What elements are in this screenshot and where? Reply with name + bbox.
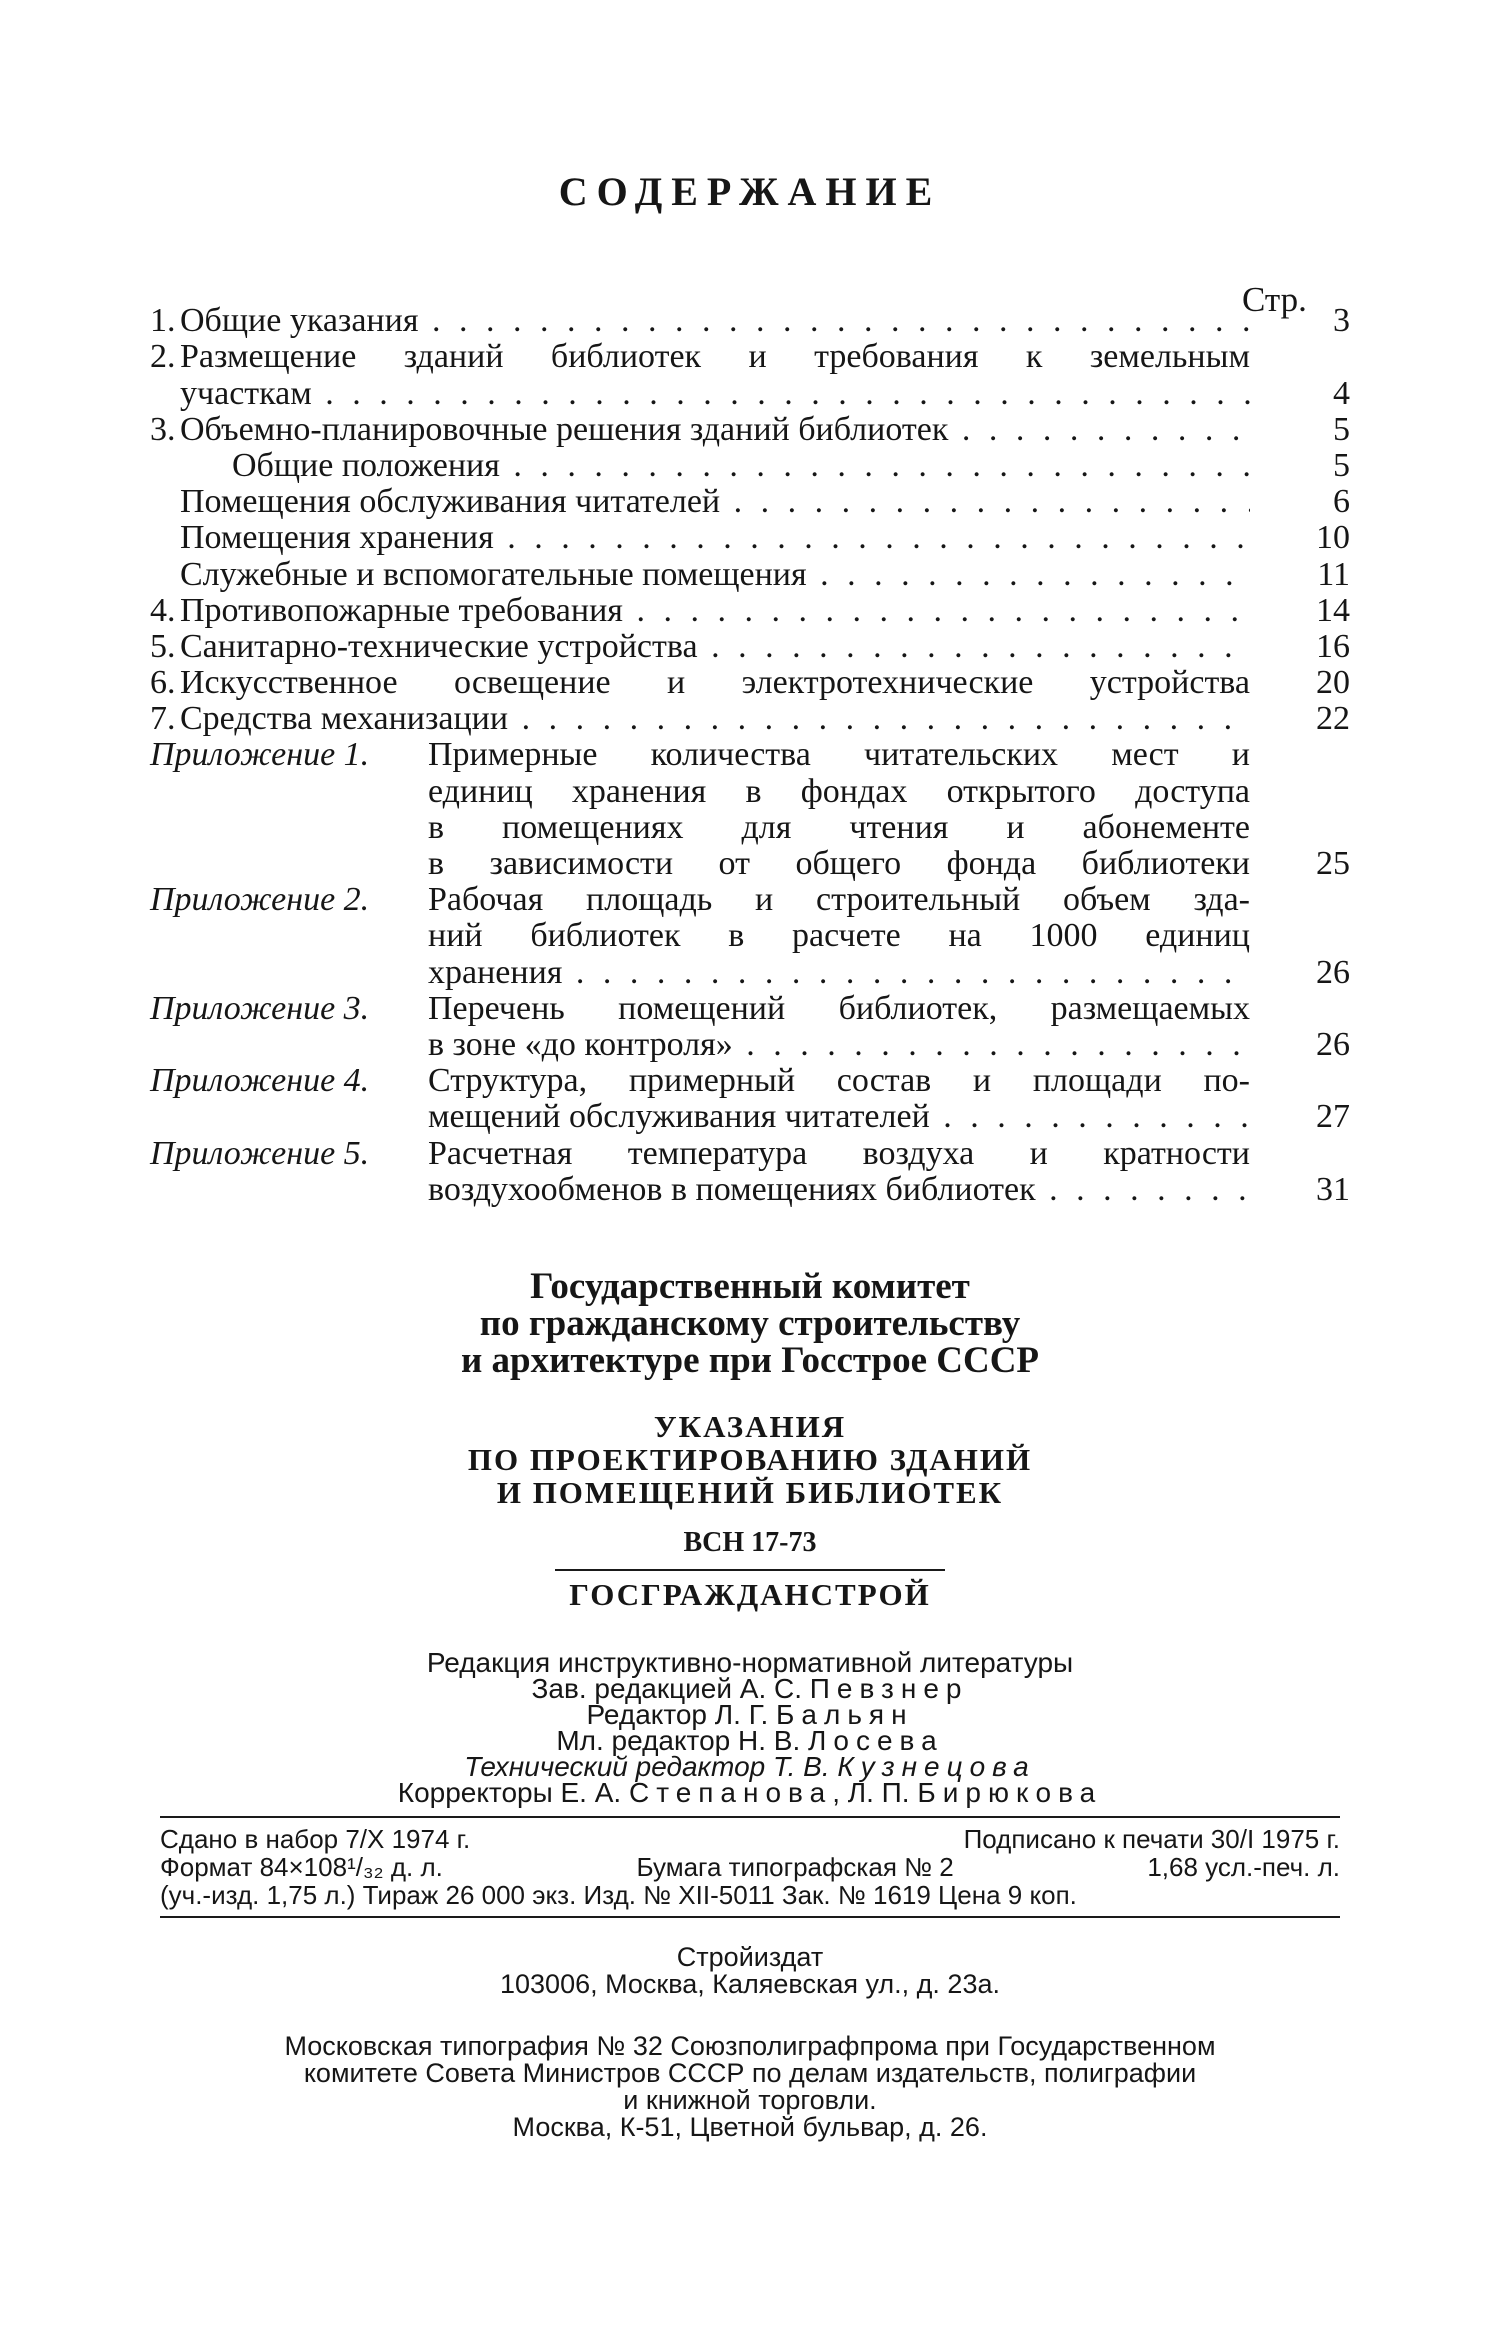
- toc-entry[interactable]: участкам . . . 4: [150, 375, 1350, 411]
- appendix-entry[interactable]: Приложение 1. Примерные количества читательских мест и: [150, 736, 1250, 774]
- contents-heading: СОДЕРЖАНИЕ: [558, 169, 942, 214]
- toc-entry[interactable]: 2. Размещение зданий библиотек и требования к земельным: [150, 338, 1250, 376]
- divider: [160, 1916, 1340, 1918]
- toc-entry[interactable]: 1. Общие указания . . . 3: [150, 303, 1350, 339]
- divider: [160, 1816, 1340, 1818]
- organization-line: по гражданскому строительству: [479, 1303, 1021, 1344]
- organization-line: и архитектуре при Госстрое СССР: [460, 1340, 1040, 1381]
- publisher-org: ГОСГРАЖДАНСТРОЙ: [569, 1577, 931, 1612]
- appendix-entry[interactable]: Приложение 3. Перечень помещений библиотек, размещаемых: [150, 989, 1250, 1027]
- toc-entry[interactable]: 6. Искусственное освещение и электротехнические устройства 20: [150, 664, 1350, 702]
- toc-entry[interactable]: Помещения обслуживания читателей . . . 6: [150, 484, 1350, 520]
- appendix-entry[interactable]: Приложение 5. Расчетная температура воздуха и кратности: [150, 1134, 1250, 1172]
- editorial-credits: Редакция инструктивно-нормативной литературы Зав. редакцией А. С. Певзнер Редактор Л. Г. Бальян Мл. редактор Н. В. Лосева Технический редактор Т. В. Кузнецова Корректоры Е. А. Степанова, Л. П. Бирюкова: [397, 1647, 1103, 1808]
- document-title: УКАЗАНИЯ ПО ПРОЕКТИРОВАНИЮ ЗДАНИЙ И ПОМЕЩЕНИЙ БИБЛИОТЕК: [467, 1409, 1033, 1510]
- toc-entry[interactable]: Помещения хранения . . . 10: [150, 520, 1350, 556]
- printer-block: Московская типография № 32 Союзполиграфпрома при Государственном комитете Совета Министров СССР по делам издательств, полиграфии и книжной торговли. Москва, К-51, Цветной бульвар, д. 26.: [284, 2031, 1216, 2142]
- appendix-entry[interactable]: Приложение 4. Структура, примерный состав и площади по-: [150, 1062, 1250, 1100]
- toc-entry[interactable]: 3. Объемно-планировочные решения зданий библиотек . . . 5: [150, 412, 1350, 448]
- organization-line: Государственный комитет: [530, 1266, 970, 1307]
- divider: [555, 1569, 945, 1571]
- organization-block: [0, 1268, 1500, 1379]
- toc-entry[interactable]: Общие положения . . . 5: [150, 448, 1350, 484]
- document-code: ВСН 17-73: [683, 1527, 817, 1558]
- toc-entry[interactable]: 4. Противопожарные требования . . . 14: [150, 593, 1350, 629]
- toc-entry[interactable]: 7. Средства механизации . . . 22: [150, 701, 1350, 737]
- toc-entry[interactable]: Служебные и вспомогательные помещения . . . 11: [150, 556, 1350, 592]
- table-of-contents: 1. Общие указания . . . 3 2. Размещение зданий библиотек и требования к земельным участкам . . . 4 3. Объемно-планировочные решения зданий библиотек . . . 5 Общие положения . . . 5 Помещения обслуживания читателей . . . 6 Помещения хранения . . . 10 Служебные и вспомогательные помещения . . . 11 4. Противопожарные требования . . . 14 5. Санитарно-технические устройства . . . 16 6. Искусственное освещение и электротехнические устройства 20 7. Средства механизации . . . 22 Приложение 1. Примерные количества читательских мест и единиц хранения в фондах открытого доступа в помещениях для чтения и абонементе в зависимости от общего фонда библиотеки 25 Приложение 2. Рабочая площадь и строительный объем зда- ний библиотек в расчете на 1000 единиц хранения . . . 26 Приложение 3. Перечень помещений библиотек, размещаемых в зоне «до контроля» . . . 26 Приложение 4. Структура, примерный состав и площади по- мещений обслуживания читателей . . . 27 Приложение 5. Расчетная температура воздуха и кратности воздухообменов в помещениях библиотек . . . 31: [150, 303, 1350, 1208]
- page-column-header: Стр.: [1242, 280, 1307, 319]
- toc-entry[interactable]: 5. Санитарно-технические устройства . . . 16: [150, 629, 1350, 665]
- appendix-entry[interactable]: Приложение 2. Рабочая площадь и строительный объем зда-: [150, 881, 1250, 919]
- imprint-block: Сдано в набор 7/X 1974 г. Подписано к печати 30/I 1975 г. Формат 84×108¹/₃₂ д. л. Бумага типографская № 2 1,68 усл.-печ. л. (уч.-изд. 1,75 л.) Тираж 26 000 экз. Изд. № XII-5011 Зак. № 1619 Цена 9 коп.: [160, 1824, 1340, 1910]
- publisher-block: Стройиздат 103006, Москва, Каляевская ул., д. 23а.: [500, 1942, 1000, 1999]
